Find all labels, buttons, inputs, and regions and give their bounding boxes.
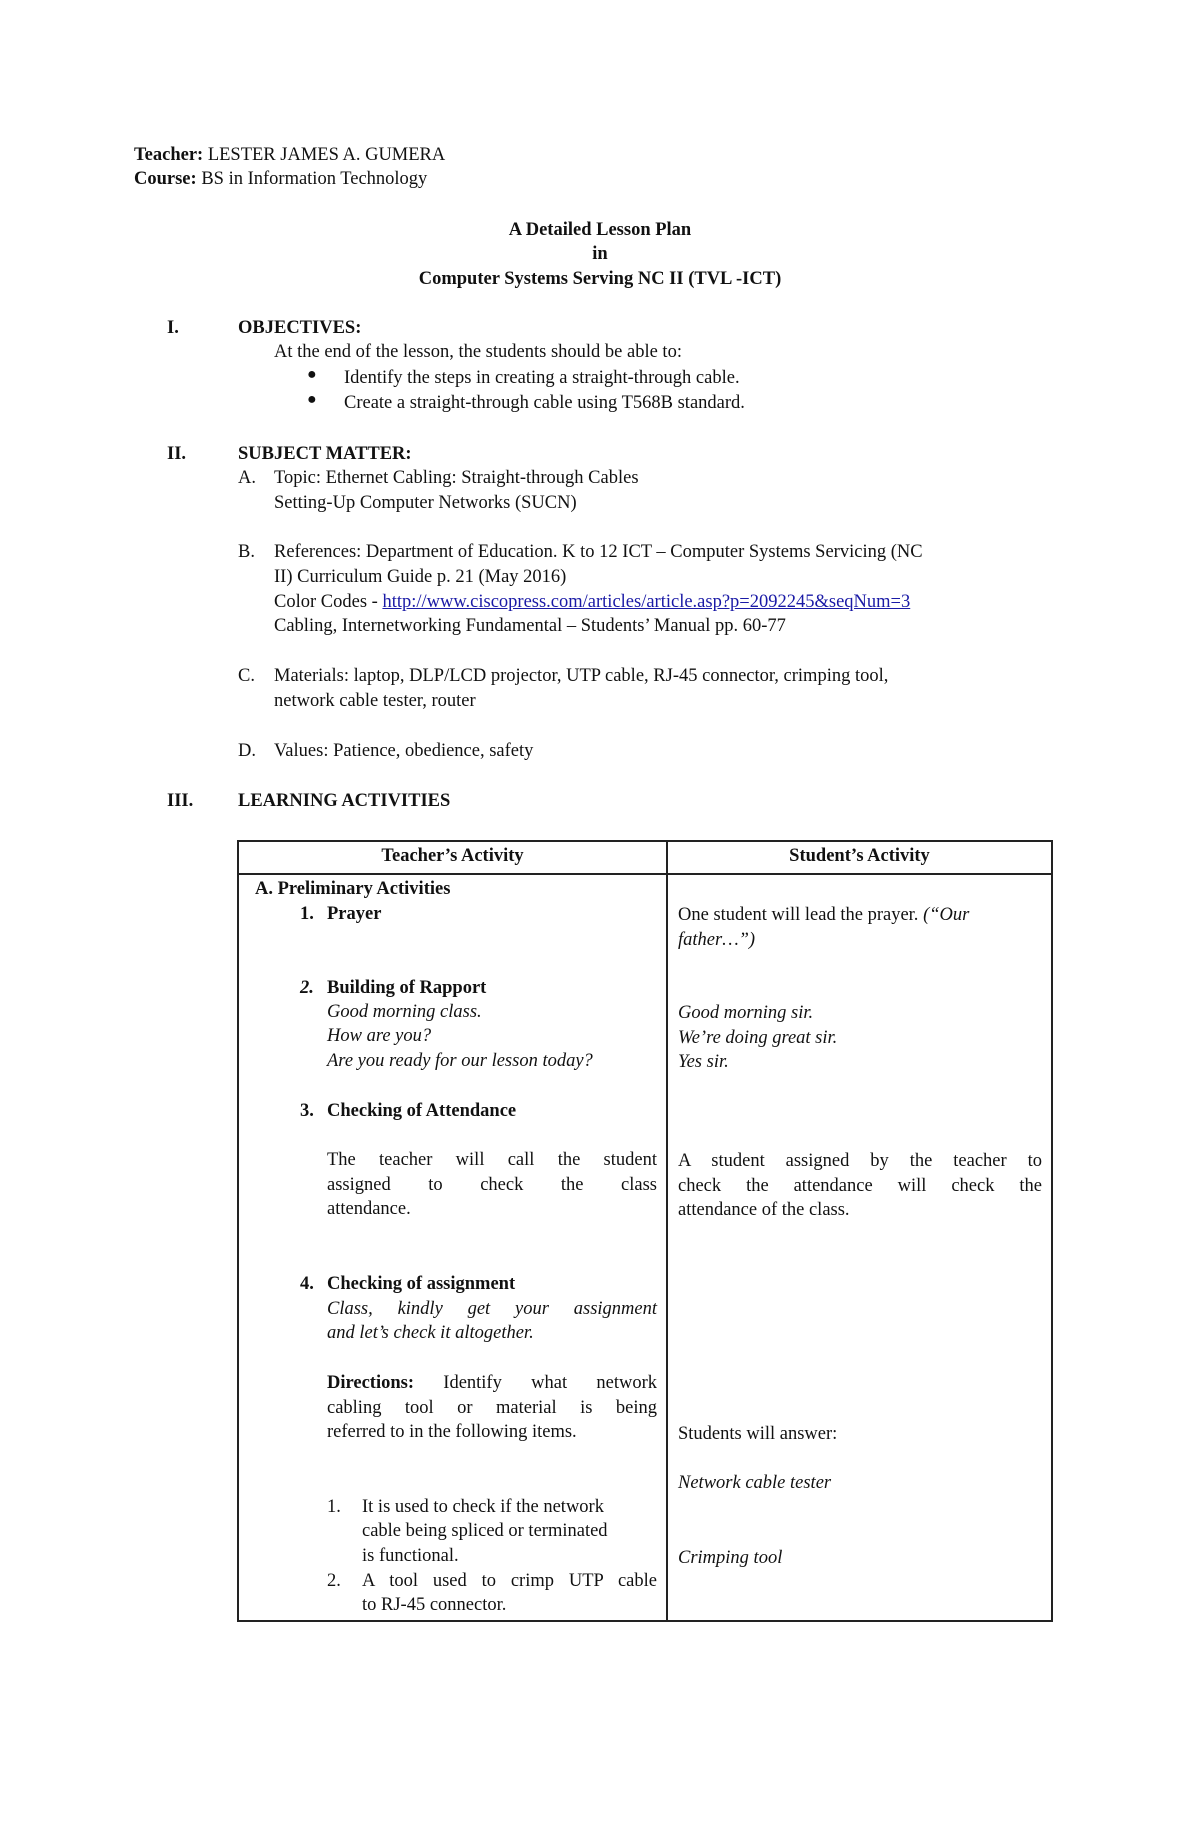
course-line [134, 167, 427, 191]
prayer-num: 1. [300, 904, 314, 924]
subject-a-line1: Topic: Ethernet Cabling: Straight-through Cables [274, 468, 639, 488]
directions-label: Directions: [327, 1373, 414, 1393]
teacher-line [134, 143, 445, 167]
subject-b-letter: B. [238, 542, 255, 562]
subject-b-line4: Cabling, Internetworking Fundamental – Students’ Manual pp. 60-77 [274, 616, 786, 636]
learning-heading: LEARNING ACTIVITIES [238, 791, 451, 811]
item-1-line-3: is functional. [362, 1546, 459, 1566]
subject-d-letter: D. [238, 741, 256, 761]
attendance-teacher-3: attendance. [327, 1199, 411, 1219]
item-1-line-2: cable being spliced or terminated [362, 1521, 608, 1541]
item-2-line-2: to RJ-45 connector. [362, 1595, 507, 1615]
directions-line-3: referred to in the following items. [327, 1422, 577, 1442]
preliminary-heading: A. Preliminary Activities [255, 879, 451, 899]
assignment-teacher-2: and let’s check it altogether. [327, 1323, 534, 1343]
rapport-title: Building of Rapport [327, 978, 487, 998]
activities-table [237, 840, 1053, 1622]
attendance-student-1: A student assigned by the teacher to [678, 1151, 1042, 1171]
col-header-teacher: Teacher’s Activity [381, 846, 524, 866]
learning-numeral: III. [167, 791, 194, 811]
table-column-divider [666, 840, 668, 1622]
course-label: Course: [134, 169, 197, 189]
bullet-icon: ● [307, 366, 317, 383]
rapport-student-1: Good morning sir. [678, 1003, 814, 1023]
teacher-name: LESTER JAMES A. GUMERA [207, 145, 446, 165]
objectives-numeral: I. [167, 318, 179, 338]
title-line-2: in [592, 244, 608, 264]
answer-1: Network cable tester [678, 1473, 832, 1493]
rapport-teacher-2: How are you? [327, 1026, 432, 1046]
attendance-student-2: check the attendance will check the [678, 1176, 1042, 1196]
subject-b-line1: References: Department of Education. K to 12 ICT – Computer Systems Servicing (NC [274, 542, 923, 562]
attendance-title: Checking of Attendance [327, 1101, 517, 1121]
subject-numeral: II. [167, 444, 187, 464]
item-1-line-1: It is used to check if the network [362, 1497, 604, 1517]
objective-item-1: Identify the steps in creating a straight-through cable. [344, 368, 740, 388]
rapport-teacher-1: Good morning class. [327, 1002, 482, 1022]
rapport-num: 2. [300, 978, 314, 998]
attendance-student-3: attendance of the class. [678, 1200, 850, 1220]
col-header-student: Student’s Activity [789, 846, 930, 866]
title-line-1: A Detailed Lesson Plan [508, 220, 692, 240]
teacher-label: Teacher: [134, 145, 204, 165]
objectives-intro: At the end of the lesson, the students should be able to: [274, 342, 682, 362]
table-header-divider [237, 873, 1053, 875]
attendance-num: 3. [300, 1101, 314, 1121]
assignment-title: Checking of assignment [327, 1274, 516, 1294]
subject-b-line2: II) Curriculum Guide p. 21 (May 2016) [274, 567, 567, 587]
title-line-3: Computer Systems Serving NC II (TVL -ICT) [418, 269, 782, 289]
item-2-num: 2. [327, 1571, 341, 1591]
subject-b-line3 [274, 590, 910, 614]
prayer-student-2: father…”) [678, 930, 756, 950]
directions-line-1 [327, 1371, 657, 1395]
attendance-teacher-2: assigned to check the class [327, 1175, 657, 1195]
assignment-num: 4. [300, 1274, 314, 1294]
subject-c-letter: C. [238, 666, 255, 686]
prayer-title: Prayer [327, 904, 382, 924]
subject-d-line1: Values: Patience, obedience, safety [274, 741, 534, 761]
course-name: BS in Information Technology [201, 169, 428, 189]
subject-c-line1: Materials: laptop, DLP/LCD projector, UTP cable, RJ-45 connector, crimping tool, [274, 666, 889, 686]
objective-item-2: Create a straight-through cable using T568B standard. [344, 393, 745, 413]
subject-a-letter: A. [238, 468, 256, 488]
subject-a-line2: Setting-Up Computer Networks (SUCN) [274, 493, 577, 513]
rapport-teacher-3: Are you ready for our lesson today? [327, 1051, 593, 1071]
answer-2: Crimping tool [678, 1548, 783, 1568]
objectives-heading: OBJECTIVES: [238, 318, 362, 338]
students-answer: Students will answer: [678, 1424, 838, 1444]
prayer-student-1 [678, 903, 969, 927]
subject-c-line2: network cable tester, router [274, 691, 476, 711]
ciscopress-link[interactable]: http://www.ciscopress.com/articles/article.asp?p=2092245&seqNum=3 [382, 592, 911, 612]
assignment-teacher-1: Class, kindly get your assignment [327, 1299, 657, 1319]
rapport-student-3: Yes sir. [678, 1052, 729, 1072]
prayer-student-text: One student will lead the prayer. [678, 905, 924, 925]
item-2-line-1: A tool used to crimp UTP cable [362, 1571, 657, 1591]
bullet-icon: ● [307, 391, 317, 408]
subject-heading: SUBJECT MATTER: [238, 444, 412, 464]
item-1-num: 1. [327, 1497, 341, 1517]
directions-text-1: Identify what network [414, 1373, 657, 1393]
prayer-student-quote: (“Our [923, 905, 970, 925]
rapport-student-2: We’re doing great sir. [678, 1028, 838, 1048]
directions-line-2: cabling tool or material is being [327, 1398, 657, 1418]
attendance-teacher-1: The teacher will call the student [327, 1150, 657, 1170]
color-codes-label: Color Codes - [274, 592, 383, 612]
